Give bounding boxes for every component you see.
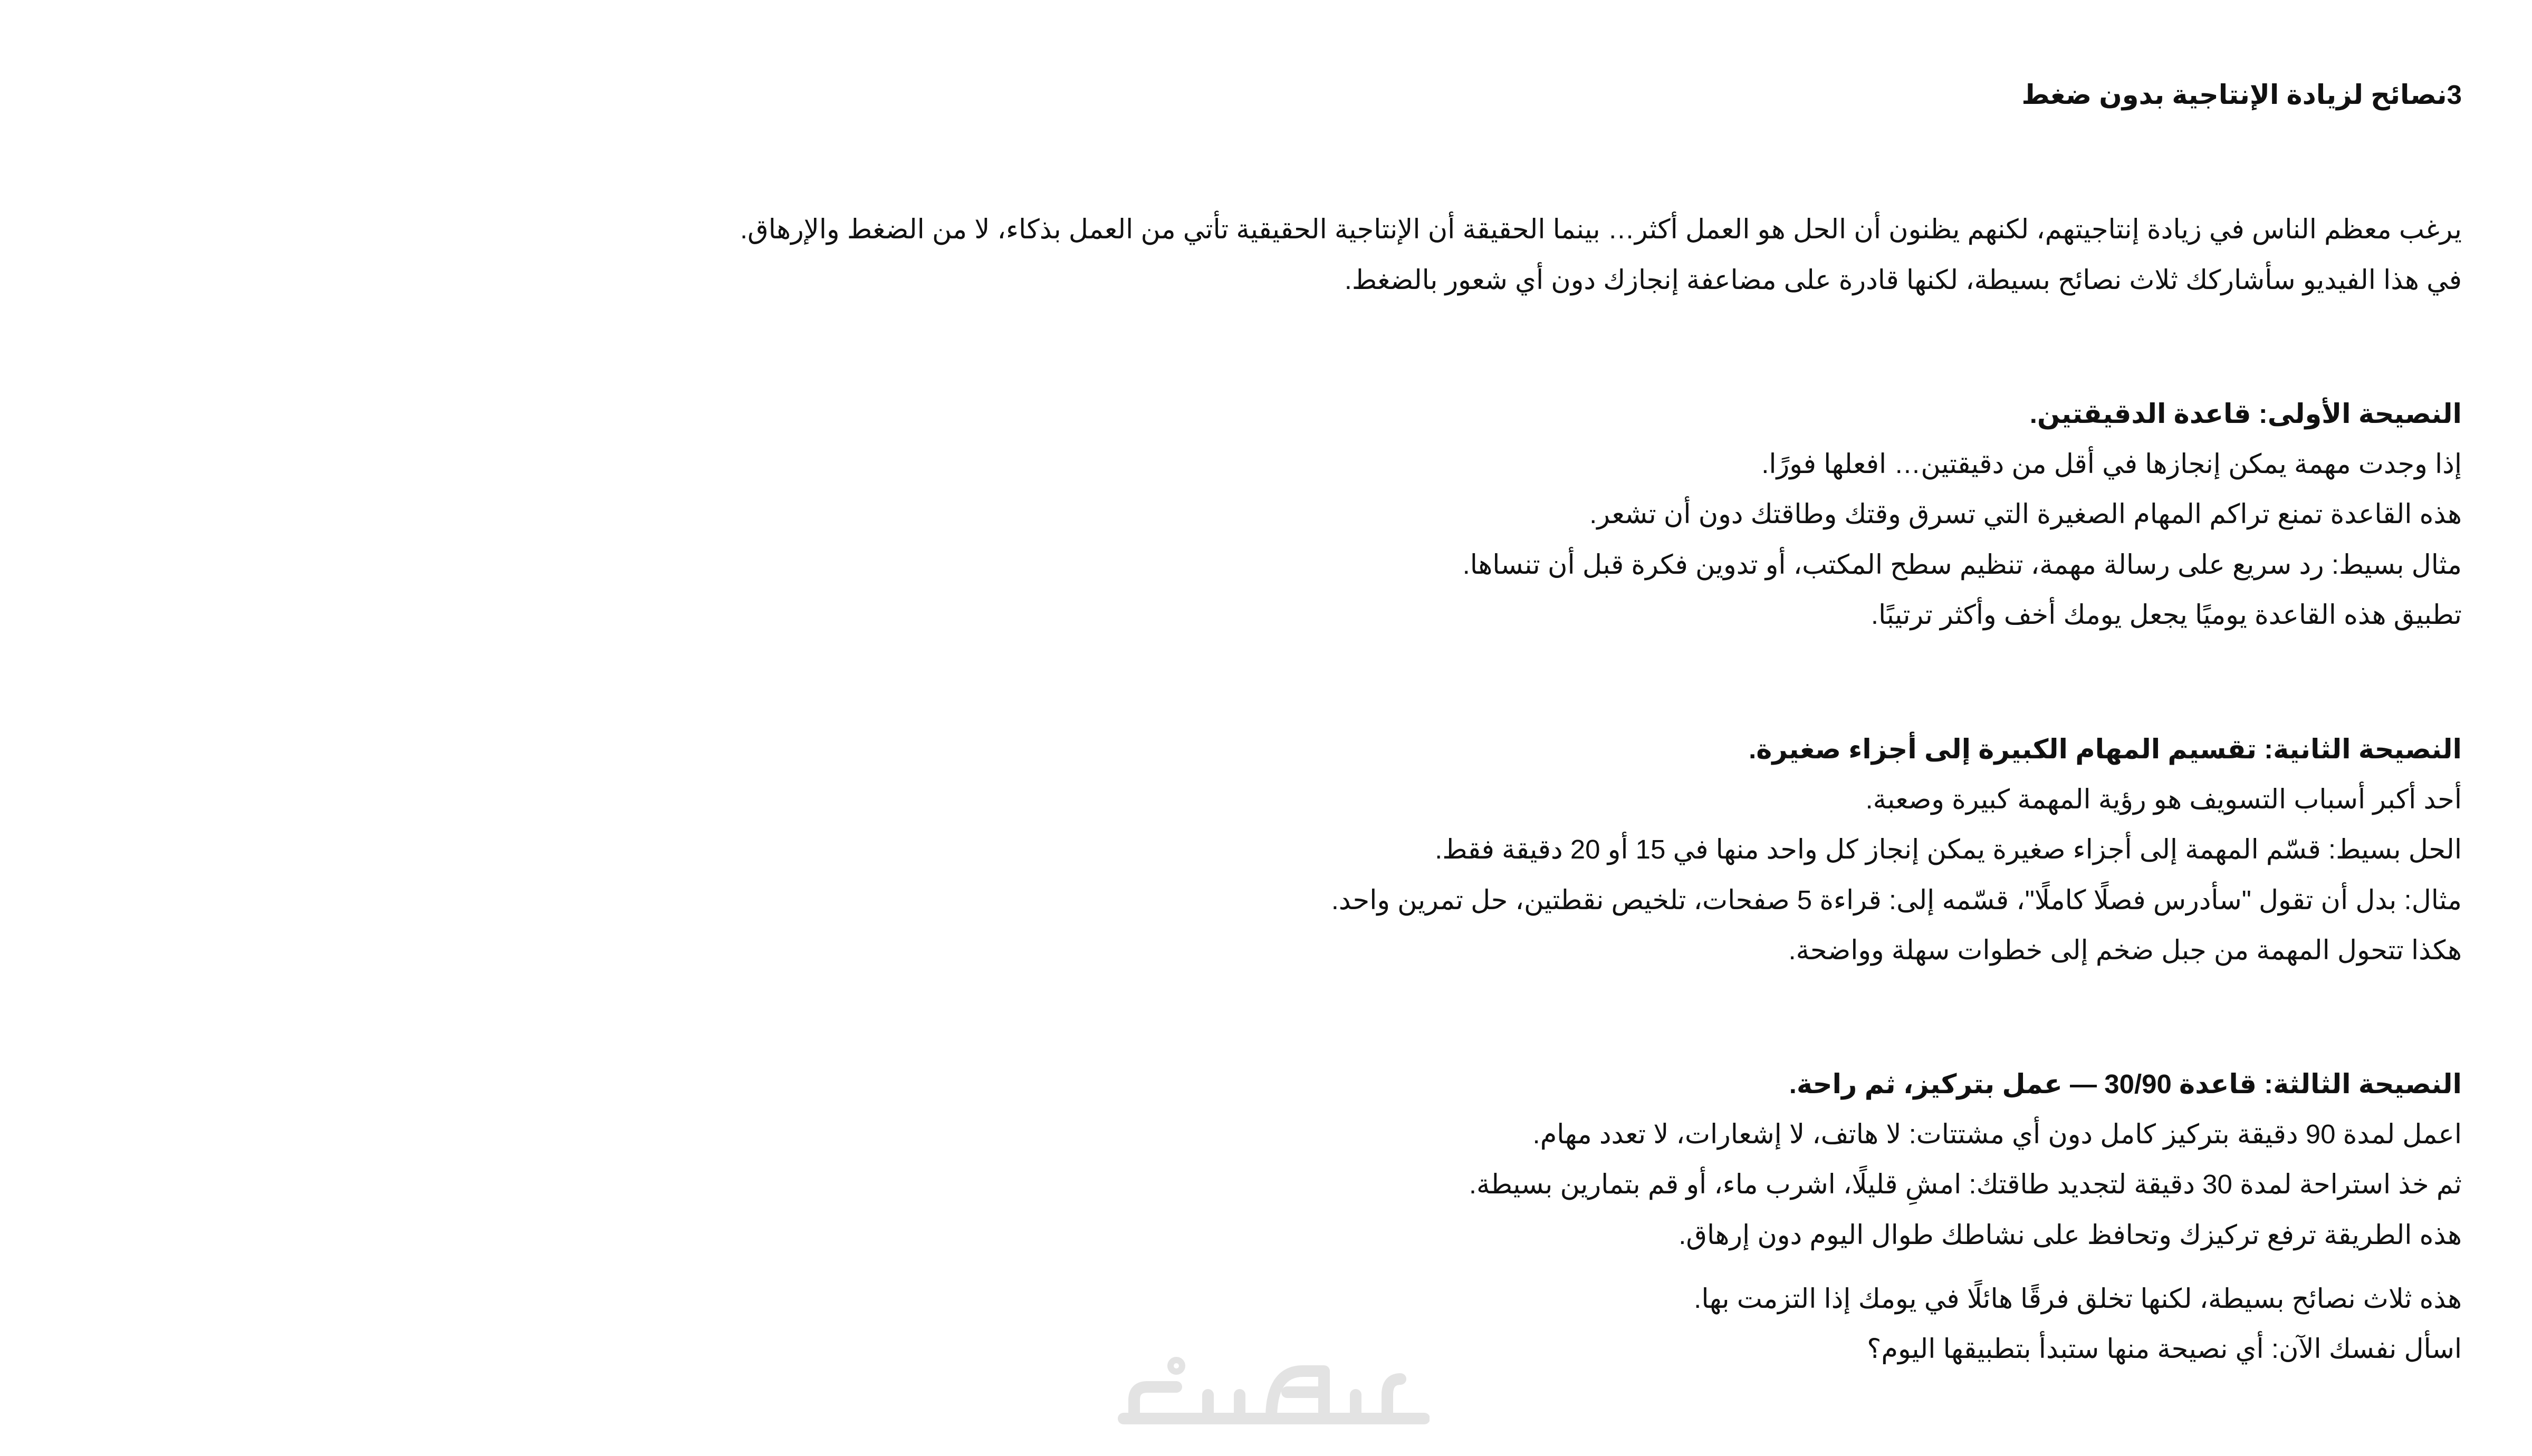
khamsat-watermark-logo: [1113, 1350, 1430, 1445]
intro-line-1: يرغب معظم الناس في زيادة إنتاجيتهم، لكنهم يظنون أن الحل هو العمل أكثر… بينما الحقيقة أن الإنتاجية الحقيقية تأتي من العمل بذكاء، لا من الضغط والإرهاق.: [740, 214, 2462, 244]
tip2-line-3: مثال: بدل أن تقول "سأدرس فصلًا كاملًا"، قسّمه إلى: قراءة 5 صفحات، تلخيص نقطتين، حل تمرين واحد.: [1331, 885, 2462, 915]
tip3-line-1: اعمل لمدة 90 دقيقة بتركيز كامل دون أي مشتتات: لا هاتف، لا إشعارات، لا تعدد مهام.: [1532, 1119, 2462, 1149]
tip2-line-2: الحل بسيط: قسّم المهمة إلى أجزاء صغيرة يمكن إنجاز كل واحد منها في 15 أو 20 دقيقة فقط.: [1435, 834, 2462, 864]
closing-line-2: اسأل نفسك الآن: أي نصيحة منها ستبدأ بتطبيقها اليوم؟: [1867, 1334, 2462, 1364]
tip1-line-4: تطبيق هذه القاعدة يوميًا يجعل يومك أخف وأكثر ترتيبًا.: [1871, 600, 2462, 630]
intro-line-2: في هذا الفيديو سأشاركك ثلاث نصائح بسيطة، لكنها قادرة على مضاعفة إنجازك دون أي شعور بالضغط.: [1344, 265, 2462, 295]
tip1-line-2: هذه القاعدة تمنع تراكم المهام الصغيرة التي تسرق وقتك وطاقتك دون أن تشعر.: [1589, 499, 2462, 529]
tip1-heading: النصيحة الأولى: قاعدة الدقيقتين.: [2029, 399, 2462, 429]
tip1-line-3: مثال بسيط: رد سريع على رسالة مهمة، تنظيم سطح المكتب، أو تدوين فكرة قبل أن تنساها.: [1462, 549, 2462, 580]
tip3-line-3: هذه الطريقة ترفع تركيزك وتحافظ على نشاطك طوال اليوم دون إرهاق.: [1679, 1220, 2462, 1250]
tip3-line-2: ثم خذ استراحة لمدة 30 دقيقة لتجديد طاقتك: امشِ قليلًا، اشرب ماء، أو قم بتمارين بسيطة.: [1469, 1169, 2462, 1199]
tip1-line-1: إذا وجدت مهمة يمكن إنجازها في أقل من دقيقتين… افعلها فورًا.: [1761, 449, 2462, 479]
tip3-heading: النصيحة الثالثة: قاعدة 30/90 — عمل بتركيز، ثم راحة.: [1789, 1069, 2462, 1099]
closing-line-1: هذه ثلاث نصائح بسيطة، لكنها تخلق فرقًا هائلًا في يومك إذا التزمت بها.: [1694, 1284, 2462, 1314]
tip2-line-4: هكذا تتحول المهمة من جبل ضخم إلى خطوات سهلة وواضحة.: [1788, 935, 2462, 965]
tip2-heading: النصيحة الثانية: تقسيم المهام الكبيرة إلى أجزاء صغيرة.: [1749, 734, 2462, 764]
tip2-line-1: أحد أكبر أسباب التسويف هو رؤية المهمة كبيرة وصعبة.: [1865, 784, 2462, 814]
document-title: 3نصائح لزيادة الإنتاجية بدون ضغط: [2021, 80, 2462, 110]
